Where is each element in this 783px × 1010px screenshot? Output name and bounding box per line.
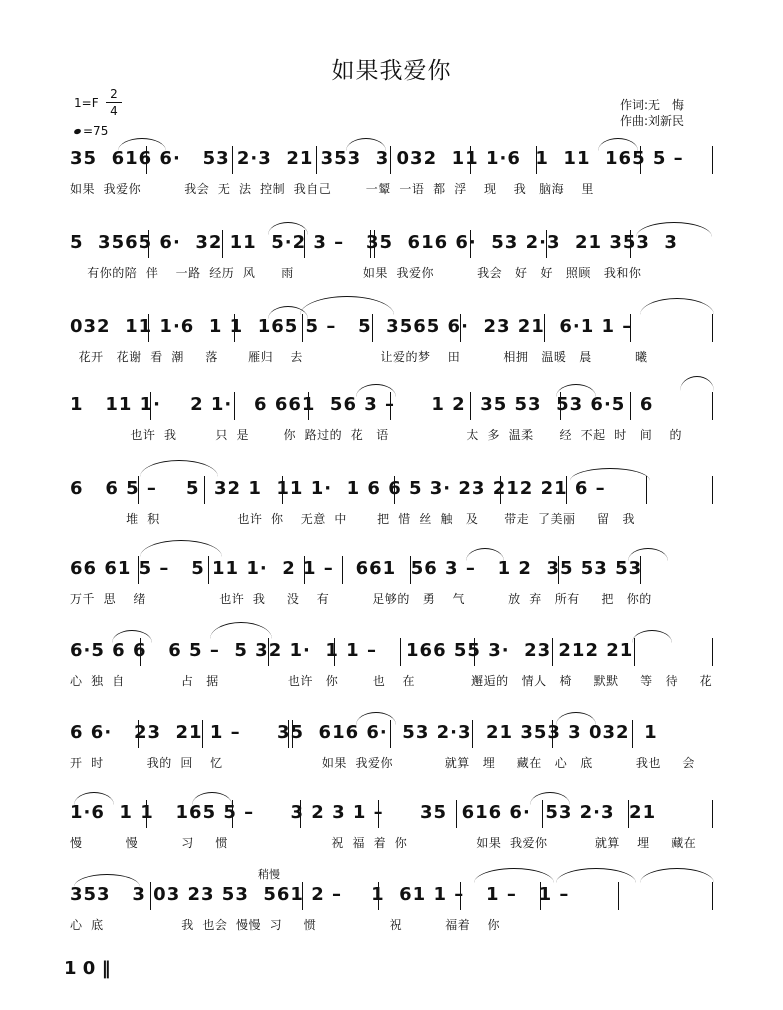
- tie-arc: [598, 138, 638, 151]
- time-signature: [106, 86, 122, 119]
- barline: [308, 392, 309, 420]
- barline: [234, 314, 235, 342]
- final-measure: 1 0 ‖: [64, 958, 111, 979]
- tie-arc: [556, 384, 596, 397]
- notation-line: 6 6 5 – 5 32 1 11 1· 1 6 6 5 3· 23 212 21 6 –: [70, 478, 613, 499]
- barline: [470, 392, 471, 420]
- barline: [460, 314, 461, 342]
- barline: [268, 638, 269, 666]
- barline: [712, 392, 713, 420]
- notation-line: 66 61 5 – 5 11 1· 2 1 – 661 56 3 – 1 2 35 53 53: [70, 558, 643, 579]
- tie-arc: [268, 222, 308, 235]
- barline: [334, 638, 335, 666]
- notation-line: 6·5 6 6 6 5 – 5 32 1· 1 1 – 166 55 3· 23 212 21: [70, 640, 634, 661]
- barline: [150, 882, 151, 910]
- barline: [378, 882, 379, 910]
- barline: [640, 146, 641, 174]
- barline: [552, 638, 553, 666]
- repeat-barline: [288, 720, 289, 748]
- barline: [470, 230, 471, 258]
- tie-arc: [636, 222, 712, 237]
- notation-line: 1 11 1· 2 1· 6 661 56 3 – 1 2 35 53 53 6·5 6: [70, 394, 654, 415]
- tie-arc: [680, 376, 714, 391]
- barline: [540, 882, 541, 910]
- repeat-barline: [370, 230, 371, 258]
- repeat-barline: [374, 230, 375, 258]
- repeat-barline: [292, 720, 293, 748]
- tie-arc: [192, 792, 232, 805]
- barline: [390, 146, 391, 174]
- lyric-line: 心 底 我 也会 慢慢 习 惯 祝 福着 你: [70, 918, 500, 932]
- slur-arc: [210, 622, 272, 639]
- tie-arc: [356, 384, 396, 397]
- tie-arc: [530, 792, 570, 805]
- barline: [500, 476, 501, 504]
- barline: [456, 800, 457, 828]
- tempo-change-marking: 稍慢: [258, 868, 280, 881]
- barline: [148, 314, 149, 342]
- barline: [282, 476, 283, 504]
- barline: [342, 556, 343, 584]
- barline: [546, 230, 547, 258]
- slur-arc: [140, 460, 218, 477]
- notation-line: 6 6· 23 21 1 – 35 616 6· 53 2·3 21 353 3 032 1: [70, 722, 658, 743]
- notation-line: 1·6 1 1 165 5 – 3 2 3 1 – 35 616 6· 53 2·3 21: [70, 802, 657, 823]
- barline: [202, 720, 203, 748]
- barline: [712, 882, 713, 910]
- lyricist-credit: 作词:无 悔: [620, 98, 685, 112]
- lyric-line: 花开 花谢 看 潮 落 雁归 去 让爱的梦 田 相拥 温暖 晨 曦: [70, 350, 648, 364]
- barline: [208, 556, 209, 584]
- lyric-line: 心 独 自 占 据 也许 你 也 在 邂逅的 情人 椅 默默 等 待 花: [70, 674, 713, 688]
- barline: [618, 882, 619, 910]
- barline: [712, 314, 713, 342]
- lyric-line: 万千 思 绪 也许 我 没 有 足够的 勇 气 放 弃 所有 把 你的: [70, 592, 652, 606]
- barline: [232, 146, 233, 174]
- barline: [232, 800, 233, 828]
- barline: [632, 720, 633, 748]
- time-signature-bottom: 4: [106, 102, 122, 119]
- tie-arc: [346, 138, 386, 151]
- tempo-value: =75: [83, 124, 109, 138]
- tie-arc: [74, 874, 140, 887]
- barline: [712, 800, 713, 828]
- tie-arc: [356, 712, 396, 725]
- tie-arc: [112, 630, 152, 643]
- barline: [712, 476, 713, 504]
- barline: [378, 800, 379, 828]
- tie-arc: [74, 792, 114, 805]
- barline: [300, 800, 301, 828]
- lyric-line: 慢 慢 习 惯 祝 福 着 你 如果 我爱你 就算 埋 藏在: [70, 836, 697, 850]
- tie-arc: [466, 548, 504, 561]
- notation-line: 35 616 6· 53 2·3 21 353 3 032 11 1·6 1 11 165 5 –: [70, 148, 699, 169]
- notation-line: 032 11 1·6 1 1 165 5 – 5 3565 6· 23 21 6·1 1 –: [70, 316, 647, 337]
- barline: [544, 314, 545, 342]
- lyric-line: 有你的陪 伴 一路 经历 风 雨 如果 我爱你 我会 好 好 照顾 我和你: [70, 266, 642, 280]
- barline: [566, 476, 567, 504]
- barline: [372, 314, 373, 342]
- barline: [630, 230, 631, 258]
- barline: [474, 638, 475, 666]
- barline: [234, 392, 235, 420]
- barline: [536, 146, 537, 174]
- notation-line: 353 3 03 23 53 561 2 – 1 61 1 – 1 – 1 –: [70, 884, 584, 905]
- barline: [138, 476, 139, 504]
- barline: [630, 392, 631, 420]
- barline: [712, 638, 713, 666]
- slur-arc: [474, 868, 554, 883]
- barline: [316, 146, 317, 174]
- barline: [394, 476, 395, 504]
- notation-line: 5 3565 6· 32 11 5·2 3 – 35 616 6· 53 2·3 21 353 3: [70, 232, 678, 253]
- barline: [628, 800, 629, 828]
- half-note-icon: [73, 128, 81, 135]
- barline: [148, 230, 149, 258]
- tie-arc: [632, 630, 672, 643]
- tie-arc: [628, 548, 668, 561]
- barline: [146, 800, 147, 828]
- slur-arc: [556, 868, 636, 883]
- barline: [552, 720, 553, 748]
- key-signature: 1=F: [74, 96, 99, 110]
- barline: [400, 638, 401, 666]
- slur-arc: [300, 296, 394, 315]
- barline: [630, 314, 631, 342]
- barline: [204, 476, 205, 504]
- barline: [712, 146, 713, 174]
- lyric-line: 堆 积 也许 你 无意 中 把 惜 丝 触 及 带走 了美丽 留 我: [70, 512, 635, 526]
- tie-arc: [570, 468, 650, 481]
- time-signature-top: 2: [110, 87, 118, 101]
- barline: [304, 556, 305, 584]
- barline: [472, 720, 473, 748]
- barline: [460, 882, 461, 910]
- song-title: 如果我爱你: [331, 58, 452, 84]
- composer-credit: 作曲:刘新民: [620, 114, 685, 128]
- lyric-line: 也许 我 只 是 你 路过的 花 语 太 多 温柔 经 不起 时 间 的: [70, 428, 682, 442]
- tie-arc: [118, 138, 166, 151]
- barline: [138, 556, 139, 584]
- barline: [410, 556, 411, 584]
- slur-arc: [640, 868, 714, 883]
- lyric-line: 如果 我爱你 我会 无 法 控制 我自己 一颦 一语 都 浮 现 我 脑海 里: [70, 182, 594, 196]
- barline: [138, 720, 139, 748]
- barline: [302, 882, 303, 910]
- slur-arc: [140, 540, 222, 557]
- barline: [222, 230, 223, 258]
- barline: [558, 556, 559, 584]
- tempo-marking: [74, 124, 108, 138]
- barline: [470, 146, 471, 174]
- tie-arc: [556, 712, 596, 725]
- slur-arc: [640, 298, 714, 315]
- barline: [150, 392, 151, 420]
- lyric-line: 开 时 我的 回 忆 如果 我爱你 就算 埋 藏在 心 底 我也 会: [70, 756, 695, 770]
